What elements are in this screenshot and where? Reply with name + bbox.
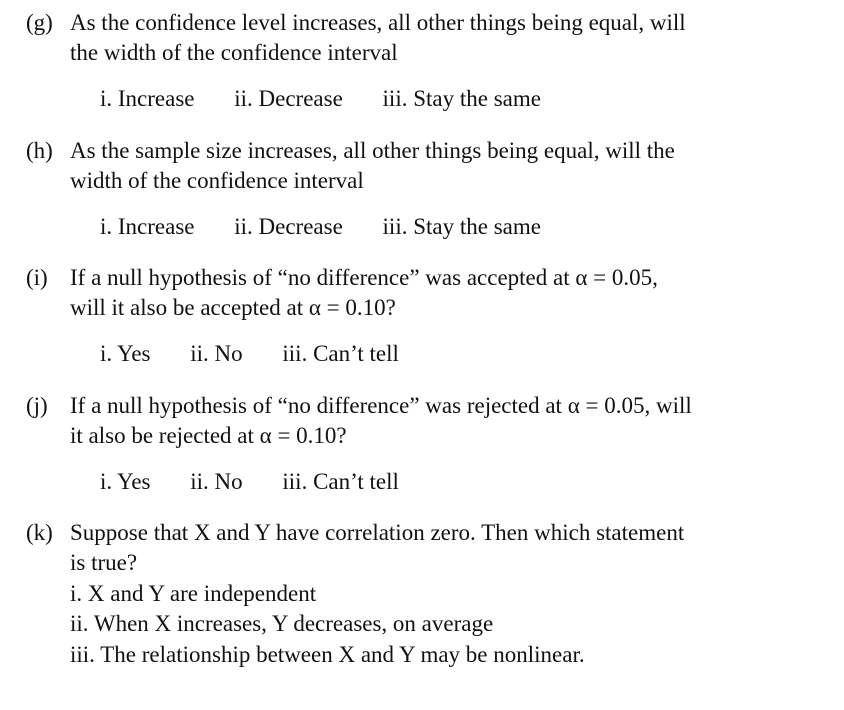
option-iii[interactable]: iii. The relationship between X and Y may be nonlinear. — [70, 642, 585, 667]
question-label: (k) — [26, 520, 53, 545]
question-text-line: As the confidence level increases, all other things being equal, will — [70, 10, 686, 35]
option-iii[interactable]: iii. Stay the same — [382, 86, 541, 111]
option-iii[interactable]: iii. Stay the same — [382, 214, 541, 239]
option-iii[interactable]: iii. Can’t tell — [282, 341, 399, 366]
option-ii[interactable]: ii. Decrease — [234, 86, 343, 111]
question-text-line: As the sample size increases, all other things being equal, will the — [70, 138, 675, 163]
question-label: (i) — [26, 265, 48, 290]
question-text-line: the width of the confidence interval — [70, 40, 398, 65]
option-i[interactable]: i. Increase — [100, 86, 195, 111]
answer-options — [100, 341, 433, 367]
option-ii[interactable]: ii. No — [190, 341, 243, 366]
question-text-line: If a null hypothesis of “no difference” was rejected at α = 0.05, will — [70, 393, 692, 418]
option-i[interactable]: i. X and Y are independent — [70, 581, 317, 606]
question-text-line: is true? — [70, 550, 138, 575]
question-text-line: If a null hypothesis of “no difference” was accepted at α = 0.05, — [70, 265, 658, 290]
answer-options — [100, 86, 575, 112]
question-label: (j) — [26, 393, 48, 418]
option-iii[interactable]: iii. Can’t tell — [282, 469, 399, 494]
question-text-line: width of the confidence interval — [70, 168, 364, 193]
question-text-line: it also be rejected at α = 0.10? — [70, 423, 347, 448]
question-text-line: will it also be accepted at α = 0.10? — [70, 295, 396, 320]
question-label: (h) — [26, 138, 53, 163]
answer-options — [100, 469, 433, 495]
option-ii[interactable]: ii. When X increases, Y decreases, on average — [70, 611, 494, 636]
question-text-line: Suppose that X and Y have correlation zero. Then which statement — [70, 520, 685, 545]
question-label: (g) — [26, 10, 53, 35]
option-ii[interactable]: ii. No — [190, 469, 243, 494]
option-i[interactable]: i. Yes — [100, 469, 151, 494]
answer-options — [100, 214, 575, 240]
option-i[interactable]: i. Yes — [100, 341, 151, 366]
option-i[interactable]: i. Increase — [100, 214, 195, 239]
option-ii[interactable]: ii. Decrease — [234, 214, 343, 239]
